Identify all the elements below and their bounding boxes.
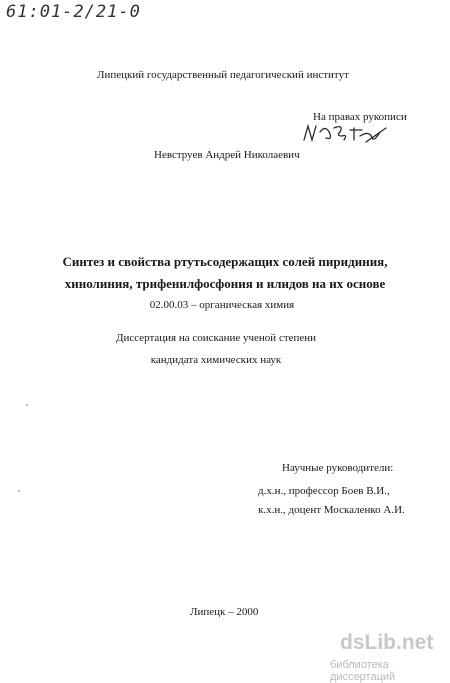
institution-name: Липецкий государственный педагогический институт xyxy=(97,69,349,81)
dissertation-line-1: Диссертация на соискание ученой степени xyxy=(115,332,317,344)
supervisors-heading: Научные руководители: xyxy=(282,462,394,474)
signature xyxy=(300,120,390,150)
watermark-logo: dsLib.net xyxy=(340,631,434,654)
title-line-2: хинолиния, трифенилфосфония и илидов на их основе xyxy=(64,276,386,291)
specialty: 02.00.03 – органическая химия xyxy=(149,299,295,311)
scan-speck xyxy=(18,490,20,492)
supervisor-1: д.х.н., профессор Боев В.И., xyxy=(258,485,390,497)
author-name: Невструев Андрей Николаевич xyxy=(154,149,300,161)
title-line-1: Синтез и свойства ртутьсодержащих солей пиридиния, xyxy=(62,254,388,269)
archive-code: 61:01-2/21-0 xyxy=(6,2,141,22)
watermark-subtitle: библиотека диссертаций xyxy=(330,659,396,683)
city-year: Липецк – 2000 xyxy=(190,606,259,618)
manuscript-rights: На правах рукописи xyxy=(313,111,407,123)
scan-speck xyxy=(26,404,28,406)
dissertation-line-2: кандидата химических наук xyxy=(150,354,282,366)
supervisor-2: к.х.н., доцент Москаленко А.И. xyxy=(258,504,405,516)
